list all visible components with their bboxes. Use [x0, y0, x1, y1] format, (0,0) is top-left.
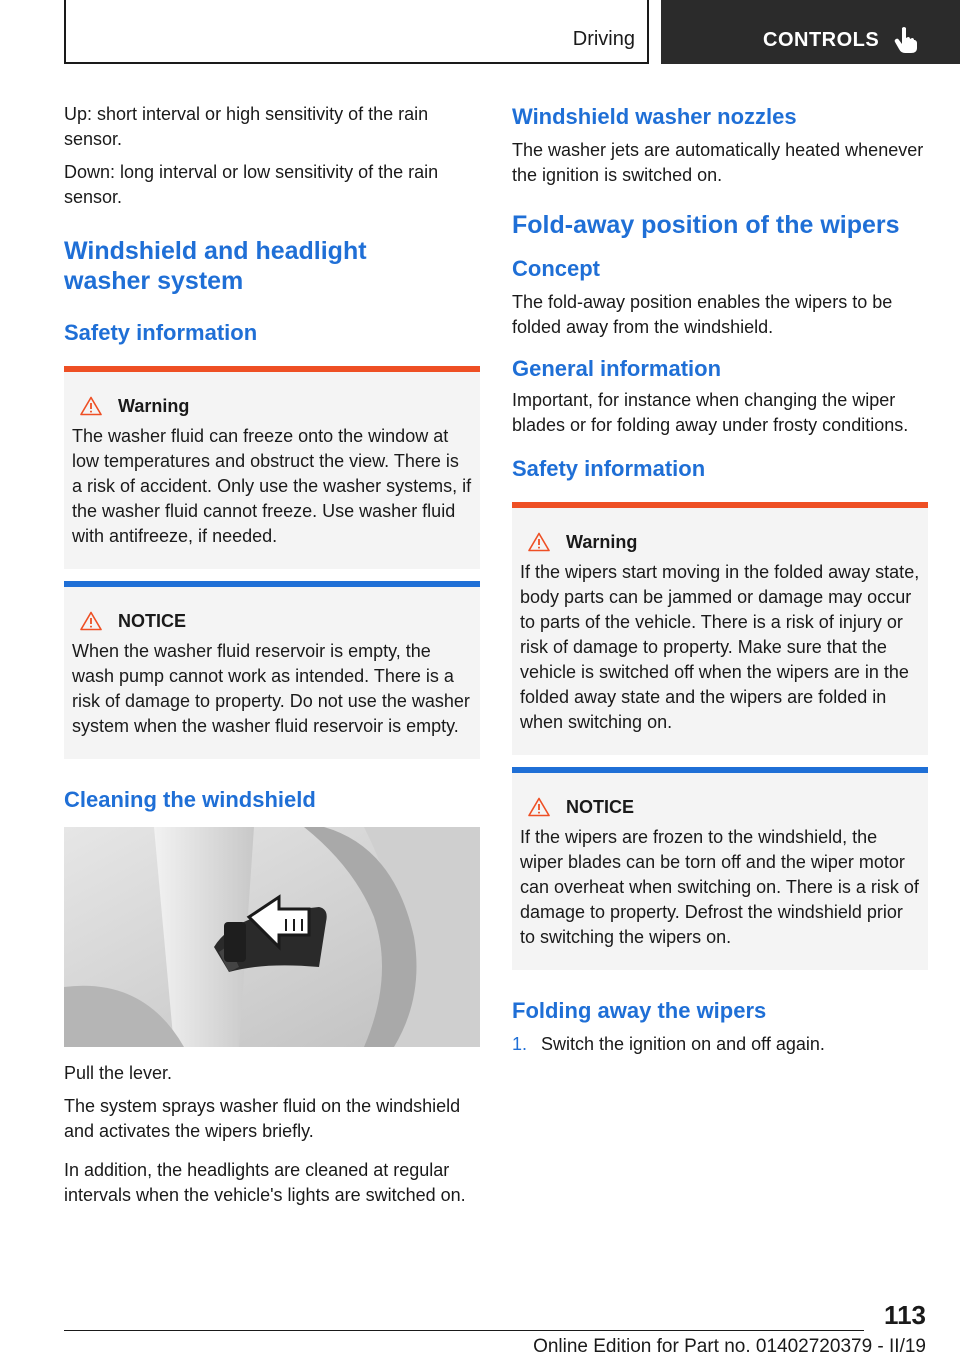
notice-text: When the washer fluid reservoir is empty, the wash pump cannot work as intended. There is a risk of damage to property. Do not use the washer system when the washer fluid reservoir is empty. [72, 641, 470, 736]
warning-title [80, 394, 472, 418]
footer-edition: Online Edition for Part no. 01402720379 - II/19 [533, 1336, 926, 1357]
notice-text-right: If the wipers are frozen to the windshield, the wiper blades can be torn off and the wiper motor can overheat when switching on. There is a risk of damage to property. Defrost the windshield prior to switching the wipers on. [520, 827, 919, 947]
heading-washer-nozzles: Windshield washer nozzles [512, 104, 797, 129]
paragraph-pull-lever: Pull the lever. [64, 1063, 173, 1083]
paragraph-up: Up: short interval or high sensitivity of the rain sensor. [64, 104, 429, 149]
warning-box [64, 366, 480, 569]
heading-cleaning-windshield: Cleaning the windshield [64, 787, 316, 812]
paragraph-sprays: The system sprays washer fluid on the windshield and activates the wipers briefly. [64, 1096, 461, 1141]
heading-fold-away: Fold-away position of the wipers [512, 211, 900, 239]
step-number: 1. [512, 1034, 528, 1054]
heading-washer-system [64, 236, 480, 296]
heading-washer-line1: Windshield and headlight [64, 237, 367, 265]
heading-concept: Concept [512, 256, 600, 281]
wiper-lever-photo [64, 827, 480, 1047]
notice-title [80, 609, 472, 633]
paragraph-nozzles: The washer jets are automatically heated whenever the ignition is switched on. [512, 140, 924, 185]
notice-title-text-right: NOTICE [566, 796, 635, 817]
warning-title-text-right: Warning [566, 531, 638, 552]
warning-triangle-icon [528, 532, 550, 552]
heading-washer-line2: washer system [64, 267, 244, 295]
page-number: 113 [884, 1300, 926, 1330]
header-chapter-box [661, 0, 960, 64]
warning-triangle-icon [80, 396, 102, 416]
warning-triangle-icon [528, 797, 550, 817]
heading-folding-away: Folding away the wipers [512, 998, 767, 1023]
warning-text: The washer fluid can freeze onto the window at low temperatures and obstruct the view. There is a risk of accident. Only use the washer systems, if the washer fluid cannot freeze. Use washer fluid with antifreeze, if needed. [72, 426, 472, 546]
right-column [512, 102, 928, 1057]
left-column [64, 102, 480, 1216]
paragraph-down: Down: long interval or low sensitivity of the rain sensor. [64, 162, 439, 207]
heading-general-information: General information [512, 356, 722, 381]
step-item [512, 1032, 928, 1057]
header-section-label: Driving [572, 28, 635, 50]
header-section-box [64, 0, 649, 64]
notice-box [64, 581, 480, 759]
paragraph-headlights: In addition, the headlights are cleaned at regular intervals when the vehicle's lights are switched on. [64, 1160, 466, 1205]
notice-title-right [528, 795, 920, 819]
header-chapter-label: CONTROLS [763, 29, 880, 51]
warning-text-right: If the wipers start moving in the folded away state, body parts can be jammed or damage may occur to parts of the vehicle. There is a risk of injury or risk of damage to property. Make sure that the vehicle is switched off when the wipers are in the folded away state and the wipers are folded in when switching on. [520, 562, 920, 732]
warning-box-right [512, 502, 928, 755]
step-text: Switch the ignition on and off again. [541, 1034, 825, 1054]
paragraph-general: Important, for instance when changing the wiper blades or for folding away under frosty conditions. [512, 390, 909, 435]
warning-triangle-icon [80, 611, 102, 631]
paragraph-concept: The fold-away position enables the wipers to be folded away from the windshield. [512, 292, 893, 337]
hand-pointer-icon [893, 26, 919, 54]
notice-box-right [512, 767, 928, 970]
warning-title-text: Warning [118, 395, 190, 416]
footer-divider [64, 1330, 864, 1331]
warning-title-right [528, 530, 920, 554]
heading-safety-information: Safety information [64, 320, 258, 345]
wiper-lever-illustration [64, 827, 480, 1047]
heading-safety-information-right: Safety information [512, 456, 706, 481]
notice-title-text: NOTICE [118, 610, 187, 631]
